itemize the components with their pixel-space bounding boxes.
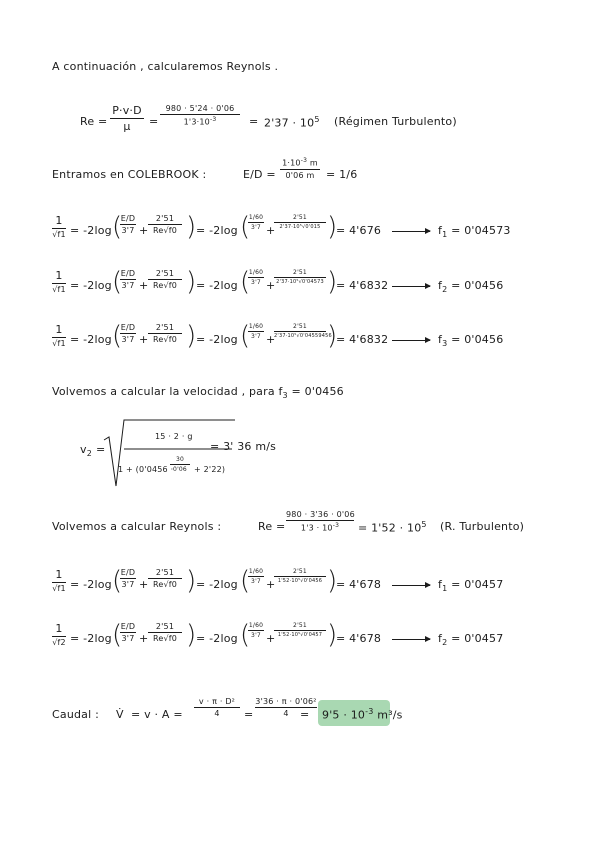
minus-2log-2: = -2log xyxy=(196,632,238,645)
ed-den: 0'06 m xyxy=(285,170,315,180)
arrow-right-icon xyxy=(392,639,430,640)
plus: + xyxy=(139,632,149,645)
v2-den-fraction xyxy=(170,456,190,473)
colebrook-label: Entramos en COLEBROOK : xyxy=(52,168,207,181)
close-paren: ) xyxy=(186,620,197,650)
minus-2log: = -2log xyxy=(70,279,112,292)
re-eq: = xyxy=(149,115,159,128)
v2-result: = 3' 36 m/s xyxy=(210,440,277,453)
term1-fraction: E/D 3'7 xyxy=(120,568,136,589)
term2-fraction: 2'51 Re√f0 xyxy=(148,214,182,235)
v2-den-num: 30 xyxy=(175,456,185,463)
open-paren-2: ( xyxy=(240,566,251,596)
open-paren-2: ( xyxy=(240,620,251,650)
value1-fraction: 1/60 3'7 xyxy=(248,568,264,585)
ed-label: E/D = xyxy=(243,168,276,181)
value1-fraction: 1/60 3'7 xyxy=(248,323,264,340)
open-paren: ( xyxy=(112,566,123,596)
re2-result: = $1'52 \cdot 10^5$ xyxy=(358,520,427,535)
term2-fraction: 2'51 Re√f0 xyxy=(148,568,182,589)
open-paren: ( xyxy=(112,321,123,351)
minus-2log-2: = -2log xyxy=(196,224,238,237)
iteration-value: = 4'6832 xyxy=(336,333,389,346)
intro-text: A continuación , calcularemos Reynols . xyxy=(52,60,279,73)
term2-fraction: 2'51 Re√f0 xyxy=(148,269,182,290)
term1-fraction: E/D 3'7 xyxy=(120,269,136,290)
iteration-value: = 4'6832 xyxy=(336,279,389,292)
open-paren-2: ( xyxy=(240,267,251,297)
minus-2log-2: = -2log xyxy=(196,279,238,292)
caudal-eq3: = xyxy=(300,708,310,721)
iteration-value: = 4'676 xyxy=(336,224,382,237)
ed-num: $1\cdot 10^{-3}$ m xyxy=(282,157,318,168)
re-regime-note: (Régimen Turbulento) xyxy=(334,115,457,128)
caudal-result: $9'5 \cdot 10^{-3}$ m³/s xyxy=(322,707,403,722)
term2-fraction: 2'51 Re√f0 xyxy=(148,323,182,344)
open-paren-2: ( xyxy=(240,321,251,351)
plus: + xyxy=(139,279,149,292)
arrow-right-icon xyxy=(392,585,430,586)
caudal-eq1: = v · A = xyxy=(131,708,183,721)
plus-2: + xyxy=(266,333,276,346)
value2-fraction: 2'51 1'52·10⁵√0'0456 xyxy=(274,568,326,584)
lhs-fraction: 1 √f2 xyxy=(52,622,66,647)
velocity-label: Volvemos a calcular la velocidad , para $f_3 = 0'0456$ xyxy=(52,385,344,401)
lhs-fraction: 1 √f1 xyxy=(52,323,66,348)
close-paren-2: ) xyxy=(327,267,338,297)
v2-den-den: 0'06 xyxy=(173,466,187,473)
ed-result: = 1/6 xyxy=(326,168,358,181)
plus-2: + xyxy=(266,578,276,591)
close-paren: ) xyxy=(186,212,197,242)
friction-result: $f_2 = 0'0456$ xyxy=(438,279,504,295)
caudal-f2-den: 4 xyxy=(283,709,289,718)
friction-result: $f_1 = 0'0457$ xyxy=(438,578,504,594)
close-paren-2: ) xyxy=(327,321,338,351)
minus-2log: = -2log xyxy=(70,632,112,645)
open-paren: ( xyxy=(112,267,123,297)
re-eq2: = xyxy=(249,115,259,128)
lhs-fraction: 1 √f1 xyxy=(52,214,66,239)
close-paren-2: ) xyxy=(327,566,338,596)
value1-fraction: 1/60 3'7 xyxy=(248,622,264,639)
close-paren: ) xyxy=(186,267,197,297)
re2-den: $1'3 \cdot 10^{-3}$ xyxy=(300,522,340,533)
close-paren: ) xyxy=(186,566,197,596)
v2-eq: = xyxy=(96,443,106,456)
plus-2: + xyxy=(266,224,276,237)
value1-fraction: 1/60 3'7 xyxy=(248,269,264,286)
value2-fraction: 2'51 2'37·10⁵√0'04573 xyxy=(274,269,326,285)
caudal-f1-den: 4 xyxy=(214,709,220,718)
v2-den-c: + 2'22) xyxy=(194,465,226,474)
caudal-f2-num: 3'36 · π · 0'06² xyxy=(255,697,317,706)
friction-result: $f_3 = 0'0456$ xyxy=(438,333,504,349)
friction-result: $f_2 = 0'0457$ xyxy=(438,632,504,648)
open-paren-2: ( xyxy=(240,212,251,242)
plus-2: + xyxy=(266,279,276,292)
iteration-value: = 4'678 xyxy=(336,578,382,591)
re2-label: Re = xyxy=(258,520,286,533)
re2-num: 980 · 3'36 · 0'06 xyxy=(286,510,355,519)
term1-fraction: E/D 3'7 xyxy=(120,214,136,235)
lhs-fraction: 1 √f1 xyxy=(52,568,66,593)
re-sym-num: P·v·D xyxy=(112,104,142,117)
value1-fraction: 1/60 3'7 xyxy=(248,214,264,231)
caudal-fraction-1 xyxy=(194,697,240,718)
re-num: 980 · 5'24 · 0'06 xyxy=(165,104,235,113)
minus-2log: = -2log xyxy=(70,578,112,591)
open-paren: ( xyxy=(112,620,123,650)
re2-fraction xyxy=(286,510,354,533)
close-paren-2: ) xyxy=(327,620,338,650)
re-result: $2'37 \cdot 10^5$ xyxy=(264,115,320,130)
re-sym-den: μ xyxy=(123,120,131,133)
term1-fraction: E/D 3'7 xyxy=(120,622,136,643)
reynolds2-label: Volvemos a calcular Reynols : xyxy=(52,520,222,533)
caudal-eq2: = xyxy=(244,708,254,721)
minus-2log-2: = -2log xyxy=(196,333,238,346)
value2-fraction: 2'51 1'52·10⁵√0'0457 xyxy=(274,622,326,638)
caudal-f1-num: v · π · D² xyxy=(198,697,236,706)
minus-2log: = -2log xyxy=(70,333,112,346)
term1-fraction: E/D 3'7 xyxy=(120,323,136,344)
value2-fraction: 2'51 2'37·10⁵√0'04559456 xyxy=(274,323,332,339)
friction-result: $f_1 = 0'04573$ xyxy=(438,224,511,240)
caudal-vdot: V̇ xyxy=(116,708,124,721)
value2-fraction: 2'51 2'37·10⁵√0'015 xyxy=(274,214,326,230)
v2-num: 15 · 2 · g xyxy=(155,432,193,441)
v2-den-a: 1 + (0'0456 · xyxy=(118,465,174,474)
v2-label: $v_2$ xyxy=(80,443,93,459)
re-label: Re = xyxy=(80,115,108,128)
re2-regime-note: (R. Turbulento) xyxy=(440,520,525,533)
plus-2: + xyxy=(266,632,276,645)
close-paren-2: ) xyxy=(327,212,338,242)
plus: + xyxy=(139,333,149,346)
minus-2log: = -2log xyxy=(70,224,112,237)
plus: + xyxy=(139,578,149,591)
open-paren: ( xyxy=(112,212,123,242)
caudal-label: Caudal : xyxy=(52,708,99,721)
lhs-fraction: 1 √f1 xyxy=(52,269,66,294)
plus: + xyxy=(139,224,149,237)
iteration-value: = 4'678 xyxy=(336,632,382,645)
re-den: $1'3\cdot 10^{-3}$ xyxy=(183,116,217,127)
close-paren: ) xyxy=(186,321,197,351)
term2-fraction: 2'51 Re√f0 xyxy=(148,622,182,643)
minus-2log-2: = -2log xyxy=(196,578,238,591)
